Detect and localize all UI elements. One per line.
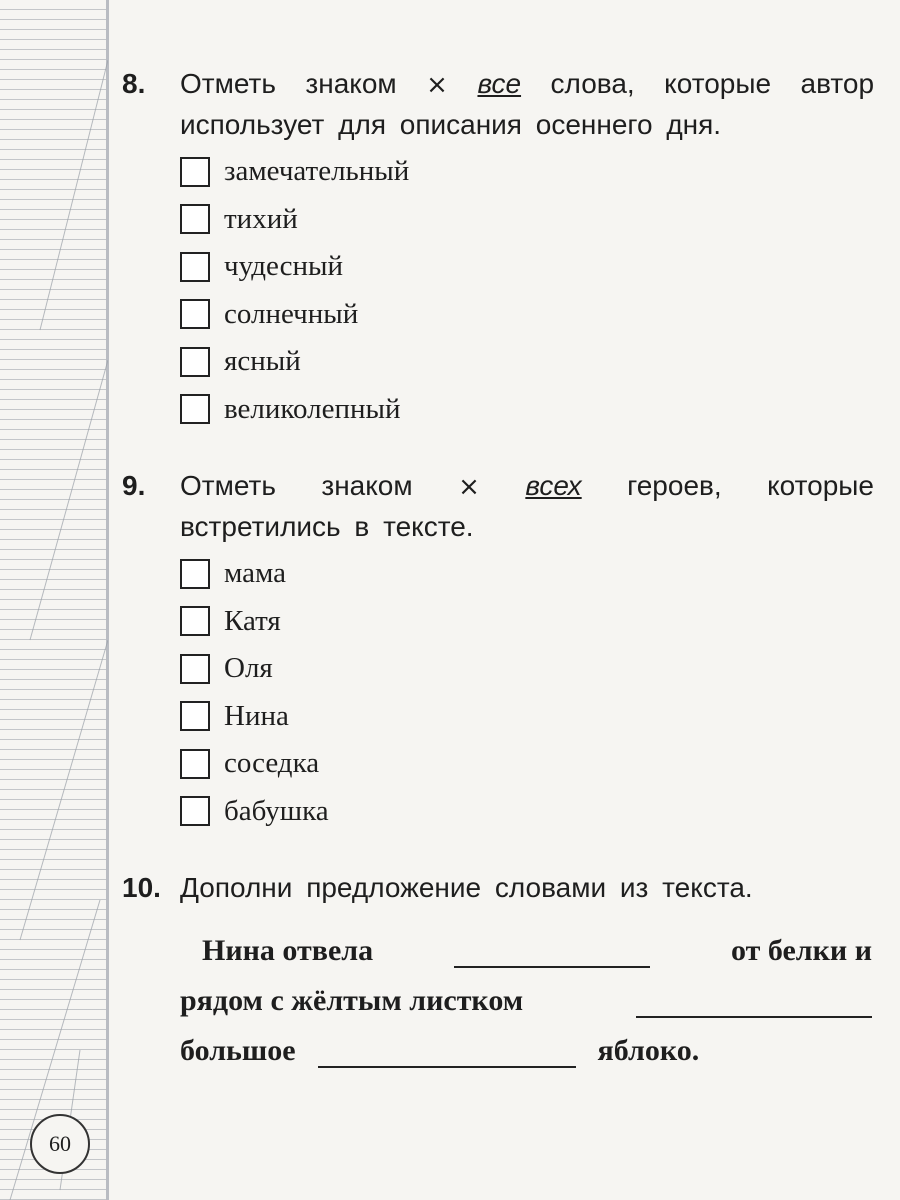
task-8-options xyxy=(180,148,409,433)
checkbox[interactable] xyxy=(180,654,210,684)
option-row[interactable]: великолепный xyxy=(180,386,409,434)
task-question: Дополни предложение словами из текста. xyxy=(180,872,753,903)
option-row[interactable]: ясный xyxy=(180,338,409,386)
cross-icon: × xyxy=(458,472,480,502)
checkbox[interactable] xyxy=(180,394,210,424)
task-question: Отметь знаком × всех героев, которые встретились в тексте. xyxy=(180,466,874,547)
option-row[interactable]: чудесный xyxy=(180,243,409,291)
fill-in-sentence: Нина отвела от белки и рядом с жёлтым листком большое яблоко. xyxy=(180,934,872,1067)
task-number: 9. xyxy=(122,470,146,501)
option-row[interactable]: Катя xyxy=(180,598,329,646)
task-question: Отметь знаком × все слова, которые автор использует для описания осеннего дня. xyxy=(180,64,874,145)
checkbox[interactable] xyxy=(180,157,210,187)
option-row[interactable]: солнечный xyxy=(180,291,409,339)
checkbox[interactable] xyxy=(180,252,210,282)
answer-blank-1[interactable] xyxy=(454,940,650,968)
option-row[interactable]: тихий xyxy=(180,196,409,244)
task-number: 8. xyxy=(122,68,146,99)
checkbox[interactable] xyxy=(180,559,210,589)
task-9-options xyxy=(180,550,329,835)
checkbox[interactable] xyxy=(180,701,210,731)
margin-diagonal-lines xyxy=(0,0,108,1200)
checkbox[interactable] xyxy=(180,749,210,779)
page-number: 60 xyxy=(30,1114,90,1174)
option-row[interactable]: мама xyxy=(180,550,329,598)
option-row[interactable]: Нина xyxy=(180,693,329,741)
task-number: 10. xyxy=(122,872,161,903)
checkbox[interactable] xyxy=(180,606,210,636)
task-9 xyxy=(122,466,874,547)
option-row[interactable]: бабушка xyxy=(180,788,329,836)
checkbox[interactable] xyxy=(180,204,210,234)
checkbox[interactable] xyxy=(180,299,210,329)
answer-blank-3[interactable] xyxy=(318,1040,576,1068)
task-8 xyxy=(122,64,874,145)
task-10 xyxy=(122,868,874,908)
option-row[interactable]: замечательный xyxy=(180,148,409,196)
answer-blank-2[interactable] xyxy=(636,990,872,1018)
checkbox[interactable] xyxy=(180,347,210,377)
cross-icon: × xyxy=(426,70,448,100)
option-row[interactable]: соседка xyxy=(180,740,329,788)
option-row[interactable]: Оля xyxy=(180,645,329,693)
checkbox[interactable] xyxy=(180,796,210,826)
